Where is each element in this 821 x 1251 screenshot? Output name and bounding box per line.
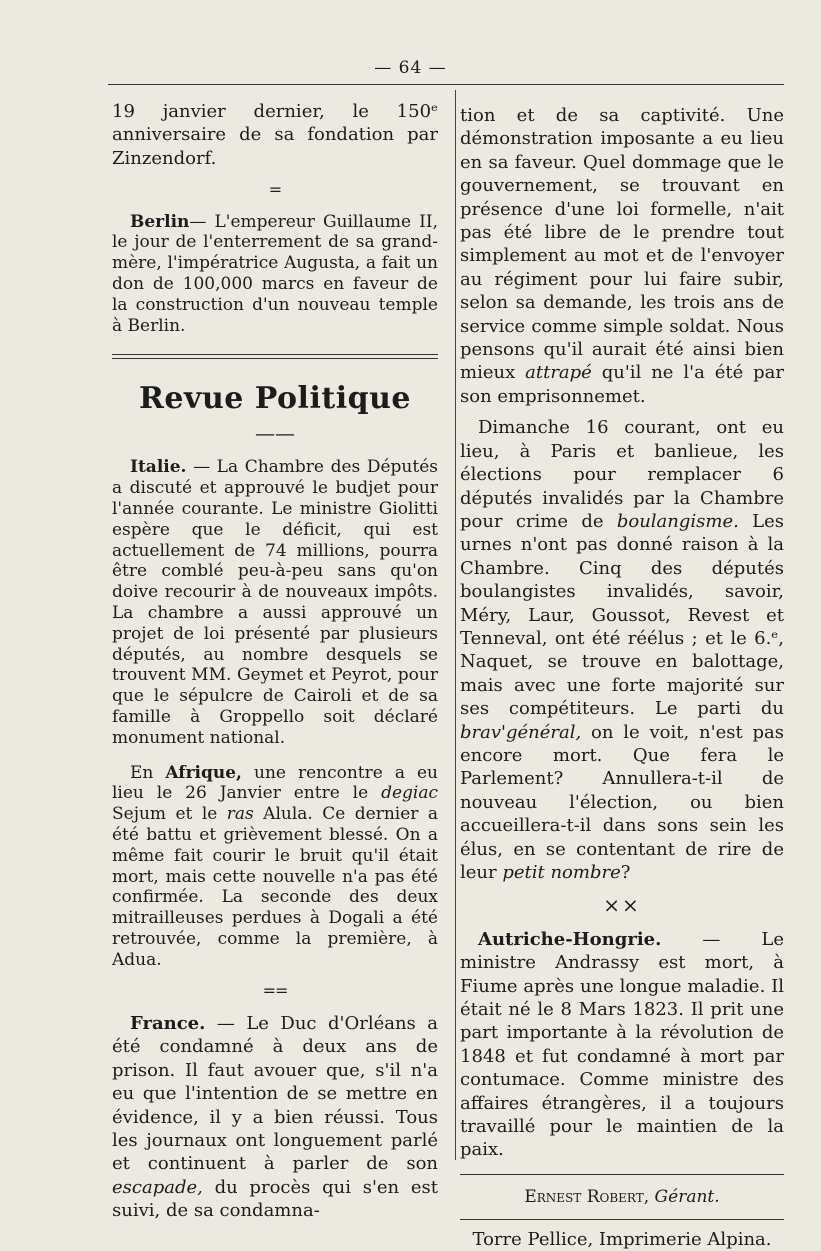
afrique-paragraph: En Afrique, une rencontre a eu lieu le 26 Janvier entre le degiac Sejum et le ras Alula. Ce dernier a été battu et grièvement blessé. On a même fait courir le bruit qu'il était mort, mais cette nouvelle n'a pas été confirmée. La seconde des deux mitrailleuses perdues à Dogali a été retrouvée, comme la première, à Adua. <box>112 762 438 970</box>
berlin-label: Berlin <box>130 211 190 232</box>
autriche-paragraph: Autriche-Hongrie. — Le ministre Andrassy est mort, à Fiume après une longue maladie. Il était né le 8 Mars 1823. Il prit une part importante à la révolution de 1848 et fut condamné à mort par contumace. Comme ministre des affaires étrangères, il a toujours travaillé pour le maintien de la paix. <box>460 928 784 1161</box>
column-divider <box>455 90 456 1160</box>
printer-line: Torre Pellice, Imprimerie Alpina. <box>472 1228 772 1250</box>
signature-name: Ernest Robert, <box>524 1186 650 1207</box>
printer-rule <box>460 1219 784 1220</box>
section-double-rule <box>112 354 438 359</box>
signature-rule <box>460 1174 784 1175</box>
afrique-label: Afrique, <box>165 762 242 783</box>
moravian-paragraph: 19 janvier dernier, le 150ᵉ anniversaire de sa fondation par Zinzendorf. <box>112 101 438 169</box>
heading-dash: —— <box>255 421 295 446</box>
berlin-text: — L'empereur Guillaume II, le jour de l'enterrement de sa grand-mère, l'impératrice Augusta, a fait un don de 100,000 marcs en faveur de la construction d'un nouveau temple à Berlin. <box>112 211 438 336</box>
section-heading: Revue Politique <box>139 381 411 417</box>
section-separator-xx: ×× <box>603 893 641 918</box>
section-separator: = <box>268 180 282 200</box>
right-column <box>460 104 784 1251</box>
page-number: — 64 — <box>374 58 447 78</box>
france-continuation: tion et de sa captivité. Une démonstration imposante a eu lieu en sa faveur. Quel dommage que le gouvernement, se trouvant en présence d'une loi formelle, n'ait pas été libre de le prendre tout simplement au mot et de l'envoyer au régiment pour lui faire subir, selon sa demande, les trois ans de service comme simple soldat. Nous pensons qu'il aurait été ainsi bien mieux attrapé qu'il ne l'a été par son emprisonnemet. <box>460 105 784 407</box>
france-label: France. <box>130 1012 206 1034</box>
autriche-label: Autriche-Hongrie. <box>478 928 662 950</box>
signature <box>460 1185 784 1209</box>
signature-role: Gérant. <box>654 1186 720 1207</box>
section-separator: == <box>262 980 288 1000</box>
left-column <box>112 100 438 1223</box>
italie-label: Italie. <box>130 457 187 478</box>
france-paragraph: France. — Le Duc d'Orléans a été condamné à deux ans de prison. Il faut avouer que, s'il n'a eu que l'intention de se mettre en évidence, il y a bien réussi. Tous les journaux ont longuement parlé et continuent à parler de son escapade, du procès qui s'en est suivi, de sa condamna- <box>112 1012 438 1222</box>
berlin-paragraph <box>112 212 438 337</box>
italie-paragraph <box>112 457 438 748</box>
italie-text: — La Chambre des Députés a discuté et approuvé le budjet pour l'année courante. Le ministre Giolitti espère que le déficit, qui est actuellement de 74 millions, pourra être comblé peu-à-peu sans qu'on doive recourir à de nouveaux impôts. La chambre a aussi approuvé un projet de loi présenté par plusieurs députés, au nombre desquels se trouvent MM. Geymet et Peyrot, pour que le sépulcre de Cairoli et de sa famille à Groppello soit déclaré monument national. <box>112 457 438 748</box>
elections-paragraph: Dimanche 16 courant, ont eu lieu, à Paris et banlieue, les élections pour remplacer 6 députés invalidés par la Chambre pour crime de boulangisme. Les urnes n'ont pas donné raison à la Chambre. Cinq des députés boulangistes invalidés, savoir, Méry, Laur, Goussot, Revest et Tenneval, ont été réélus ; et le 6.ᵉ, Naquet, se trouve en balottage, mais avec une forte majorité sur ses compétiteurs. Le parti du brav'général, on le voit, n'est pas encore mort. Que fera le Parlement? Annullera-t-il de nouveau l'élection, ou bien accueillera-t-il dans sons sein les élus, en se contentant de rire de leur petit nombre? <box>460 417 784 883</box>
top-rule <box>108 84 784 85</box>
